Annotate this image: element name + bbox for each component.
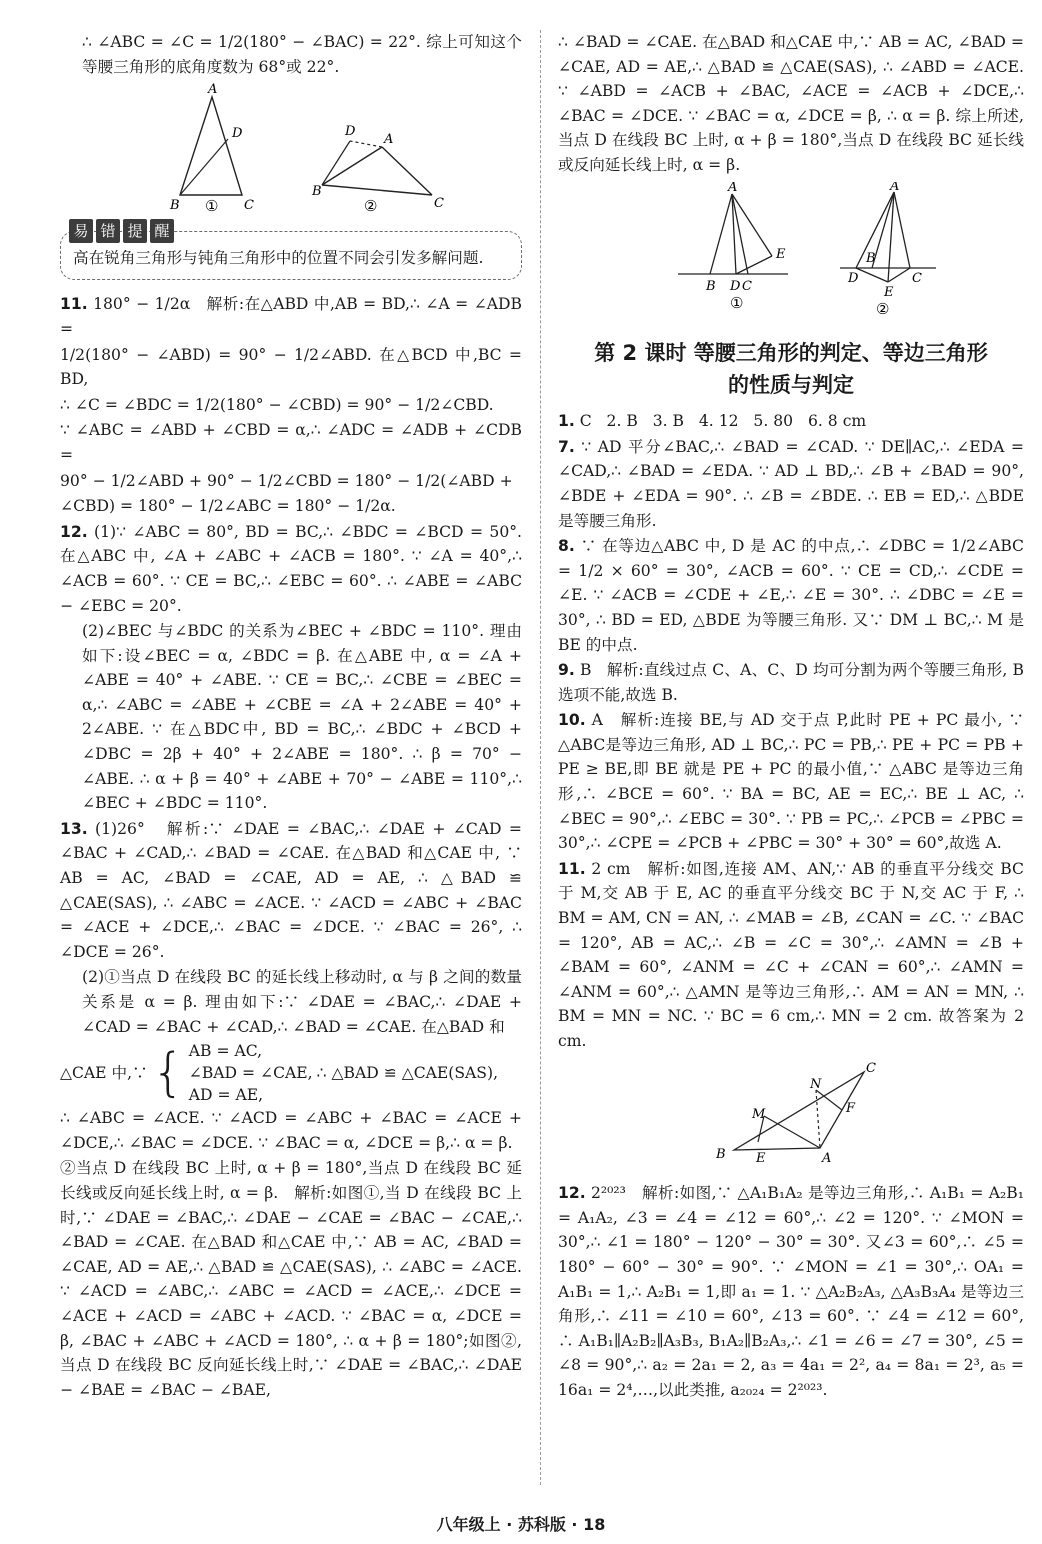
fig5-label-a: A	[822, 1150, 832, 1166]
answer-8-text: ∵ 在等边△ABC 中, D 是 AC 的中点,∴ ∠DBC = 1/2∠ABC = 1/2 × 60° = 30°, ∠ACB = 60°. ∵ CE = CD,∴ ∠CDE = ∠E. ∵ ∠ACB = ∠CDE + ∠E,∴ ∠E = 30°. ∴ ∠DBC = ∠E = 30°, ∴ BD = ED, △BDE 为等腰三角形. 又∵ DM ⊥ BC,∴ M 是 BE 的中点.	[558, 537, 1029, 654]
answer-12-right-text: 2²⁰²³ 解析:如图,∵ △A₁B₁A₂ 是等边三角形,∴ A₁B₁ = A₂B₁ = A₁A₂, ∠3 = ∠4 = ∠12 = 60°,∴ ∠2 = 120°. ∵ ∠MON = 30°,∴ ∠1 = 180° − 120° − 30° = 30°. 又∠3 = 60°,∴ ∠5 = 180° − 60° − 30° = 90°. ∵ ∠MON = ∠1 = 30°,∴ OA₁ = A₁B₁ = 1,∴ A₂B₁ = 1,即 a₁ = 1. ∵ △A₂B₂A₃, △A₃B₃A₄ 是等边三角形,∴ ∠11 = ∠10 = 60°, ∠13 = 60°. ∵ ∠4 = ∠12 = 60°, ∴ A₁B₁∥A₂B₂∥A₃B₃, B₁A₂∥B₂A₃,∴ ∠1 = ∠6 = ∠7 = 30°, ∠5 = ∠8 = 90°,∴ a₂ = 2a₁ = 2, a₃ = 4a₁ = 2², a₄ = 8a₁ = 2³, a₅ = 16a₁ = 2⁴,…,以此类推, a₂₀₂₄ = 2²⁰²³.	[558, 1184, 1029, 1399]
fig5-label-f: F	[846, 1100, 856, 1116]
brace-prefix: △CAE 中,∵	[60, 1063, 148, 1082]
answer-number: 8.	[558, 537, 575, 556]
column-divider	[540, 30, 541, 1485]
answer-11-line: ∠CBD) = 180° − 1/2∠ABC = 180° − 1/2α.	[60, 497, 396, 516]
section-title-line-1: 第 2 课时 等腰三角形的判定、等边三角形	[594, 341, 988, 366]
section-title-line-2: 的性质与判定	[728, 373, 854, 398]
answer-12	[60, 520, 527, 816]
fig1-caption: ①	[205, 197, 219, 214]
answer-11-right	[558, 857, 1029, 1054]
answer-11-line: ∵ ∠ABC = ∠ABD + ∠CBD = α,∴ ∠ADC = ∠ADB + ∠CDB =	[60, 421, 527, 464]
answer-11	[60, 292, 527, 518]
answer-11-line: 1/2(180° − ∠ABD) = 90° − 1/2∠ABD. 在△BCD 中,BC = BD,	[60, 345, 527, 389]
fig2-label-b: B	[312, 184, 322, 200]
fig5-label-n: N	[810, 1076, 822, 1092]
figure-perpendicular-bisectors	[558, 1058, 1024, 1176]
fig1-label-d: D	[232, 126, 243, 142]
answer-9-text: B 解析:直线过点 C、A、C、D 均可分割为两个等腰三角形, B 选项不能,故选 B.	[558, 661, 1029, 704]
figure-point-d-cases	[558, 182, 1024, 330]
error-tip-tag	[69, 219, 174, 243]
figure-1-svg	[60, 83, 460, 213]
fig5-label-m: M	[752, 1106, 766, 1122]
answer-13-continued: ∴ ∠BAD = ∠CAE. 在△BAD 和△CAE 中,∵ AB = AC, ∠BAD = ∠CAE, AD = AE,∴ △BAD ≌ △CAE(SAS), ∴ ∠ABD = ∠ACE. ∵ ∠ABD = ∠ACB + ∠BAC, ∠ACE = ∠ACB + ∠DCE,∴ ∠BAC = ∠DCE. ∵ ∠BAC = α, ∠DCE = β, ∴ α = β. 综上所述,当点 D 在线段 BC 上时, α + β = 180°,当点 D 在线段 BC 延长线或反向延长线上时, α = β.	[558, 33, 1029, 174]
left-paragraph-1: ∴ ∠ABC = ∠C = 1/2(180° − ∠BAC) = 22°. 综上可知这个等腰三角形的底角度数为 68°或 22°.	[82, 33, 522, 76]
answers-1-to-6-text: C 2. B 3. B 4. 12 5. 80 6. 8 cm	[579, 412, 867, 431]
error-tip-text: 高在锐角三角形与钝角三角形中的位置不同会引发多解问题.	[73, 248, 484, 267]
answer-number: 12.	[60, 522, 88, 541]
answer-7-text: ∵ AD 平分∠BAC,∴ ∠BAD = ∠CAD. ∵ DE∥AC,∴ ∠EDA = ∠CAD,∴ ∠BAD = ∠EDA. ∵ AD ⊥ BD,∴ ∠B + ∠BAD = 90°, ∠BDE + ∠EDA = 90°. ∴ ∠B = ∠BDE. ∴ EB = ED,∴ △BDE 是等腰三角形.	[558, 437, 1029, 530]
answer-8	[558, 534, 1029, 657]
fig1-label-a: A	[208, 83, 218, 98]
section-title	[558, 337, 1024, 401]
fig4-label-e: E	[884, 284, 894, 300]
brace-line: AD = AE,	[188, 1086, 264, 1105]
fig3-label-c: C	[742, 278, 752, 294]
fig2-caption: ②	[364, 197, 378, 214]
fig4-label-a: A	[890, 181, 900, 194]
answer-number: 7.	[558, 437, 575, 456]
answer-13-part-2a: (2)①当点 D 在线段 BC 的延长线上移动时, α 与 β 之间的数量关系是 α = β. 理由如下:∵ ∠DAE = ∠BAC,∴ ∠DAE + ∠CAD = ∠BAC + ∠CAD,∴ ∠BAD = ∠CAE. 在△BAD 和	[82, 968, 527, 1036]
answer-12-right	[558, 1181, 1029, 1402]
error-tip-box	[60, 221, 522, 281]
answer-13-part-1: (1)26° 解析:∵ ∠DAE = ∠BAC,∴ ∠DAE + ∠CAD = ∠BAC + ∠CAD,∴ ∠BAD = ∠CAE. 在△BAD 和△CAE 中, ∵ AB = AC, ∠BAD = ∠CAE, AD = AE, ∴ △BAD ≌ △CAE(SAS), ∴ ∠ABC = ∠ACE. ∵ ∠ACD = ∠ABC + ∠BAC = ∠ACE + ∠DCE,∴ ∠BAC = ∠DCE. ∵ ∠BAC = 26°, ∴ ∠DCE = 26°.	[60, 819, 527, 961]
tip-char: 易	[69, 219, 93, 243]
answer-number: 10.	[558, 711, 586, 730]
right-column	[558, 30, 1029, 1404]
answer-13	[60, 817, 527, 1402]
fig2-label-d: D	[345, 124, 356, 140]
tip-char: 错	[96, 219, 120, 243]
fig3-label-b: B	[706, 278, 716, 294]
fig2-label-a: A	[384, 132, 394, 148]
fig4-label-b: B	[866, 250, 876, 266]
fig5-label-e: E	[756, 1150, 766, 1166]
fig4-label-c: C	[912, 270, 922, 286]
brace-symbol: {	[151, 1043, 185, 1104]
fig3-label-a: A	[728, 181, 738, 195]
figure-3-svg	[558, 1058, 998, 1168]
fig2-label-c: C	[434, 196, 444, 212]
page-footer: 八年级上 · 苏科版 · 18	[436, 1515, 606, 1534]
congruence-brace-block	[60, 1040, 522, 1106]
brace-suffix: ∴ △BAD ≌ △CAE(SAS),	[316, 1063, 499, 1082]
answer-11-right-text: 2 cm 解析:如图,连接 AM、AN,∵ AB 的垂直平分线交 BC 于 M,交 AB 于 E, AC 的垂直平分线交 BC 于 N,交 AC 于 F, ∴ BM = AM, CN = AN, ∴ ∠MAB = ∠B, ∠CAN = ∠C. ∵ ∠BAC = 120°, AB = AC,∴ ∠B = ∠C = 30°,∴ ∠AMN = ∠B + ∠BAM = 60°, ∠ANM = ∠C + ∠CAN = 60°,∴ ∠AMN = ∠ANM = 60°,∴ △AMN 是等边三角形,∴ AM = AN = MN, ∴ BM = MN = NC. ∵ BC = 6 cm,∴ MN = 2 cm. 故答案为 2 cm.	[558, 859, 1029, 1050]
brace-line: AB = AC,	[188, 1042, 263, 1061]
fig3-label-e: E	[776, 246, 786, 262]
answer-10-text: A 解析:连接 BE,与 AD 交于点 P,此时 PE + PC 最小, ∵ △ABC是等边三角形, AD ⊥ BC,∴ PC = PB,∴ PE + PC = PB + PE ≥ BE,即 BE 就是 PE + PC 的最小值,∵ △ABC 是等边三角形,∴ ∠BCE = 60°. ∵ BA = BC, AE = EC,∴ BE ⊥ AC, ∴ ∠BEC = 90°,∴ ∠EBC = 30°. ∵ PB = PC,∴ ∠PCB = ∠PBC = 30°,∴ ∠CPE = ∠PCB + ∠PBC = 30° + 30° = 60°,故选 A.	[558, 711, 1029, 853]
answer-11-line: 90° − 1/2∠ABD + 90° − 1/2∠CBD = 180° − 1/2(∠ABD +	[60, 471, 513, 490]
answer-11-line: 180° − 1/2α 解析:在△ABD 中,AB = BD,∴ ∠A = ∠ADB =	[60, 295, 527, 338]
answer-number: 12.	[558, 1184, 586, 1203]
answer-12-part-2: (2)∠BEC 与∠BDC 的关系为∠BEC + ∠BDC = 110°. 理由如下:设∠BEC = α, ∠BDC = β. 在△ABE 中, α = ∠A + ∠ABE = 40° + ∠ABE. ∵ CE = BC,∴ ∠CBE = ∠BEC = α,∴ ∠ABC = ∠ABE + ∠CBE = ∠A + 2∠ABE = 40° + 2∠ABE. ∵ 在△BDC中, BD = BC,∴ ∠BDC + ∠BCD + ∠DBC = 2β + 40° + 2∠ABE = 180°. ∴ β = 70° − ∠ABE. ∴ α + β = 40° + ∠ABE + 70° − ∠ABE = 110°,∴ ∠BEC + ∠BDC = 110°.	[82, 622, 527, 813]
fig3-caption: ①	[730, 293, 744, 312]
fig1-label-c: C	[244, 198, 254, 214]
fig4-label-d: D	[848, 270, 859, 286]
figure-2-svg	[558, 182, 998, 322]
figure-isosceles-heights	[60, 83, 522, 221]
answer-13-part-2b: ∴ ∠ABC = ∠ACE. ∵ ∠ACD = ∠ABC + ∠BAC = ∠ACE + ∠DCE,∴ ∠BAC = ∠DCE. ∵ ∠BAC = α, ∠DCE = β,∴ α = β.	[60, 1109, 527, 1152]
tip-char: 提	[123, 219, 147, 243]
brace-line: ∠BAD = ∠CAE,	[188, 1064, 313, 1083]
answer-number: 11.	[60, 295, 88, 314]
answer-13-part-2c: ②当点 D 在线段 BC 上时, α + β = 180°,当点 D 在线段 BC 延长线或反向延长线上时, α = β. 解析:如图①,当 D 在线段 BC 上时,∵ ∠DAE = ∠BAC,∴ ∠DAE − ∠CAE = ∠BAC − ∠CAE,∴ ∠BAD = ∠CAE. 在△BAD 和△CAE 中,∵ AB = AC, ∠BAD = ∠CAE, AD = AE,∴ △BAD ≌ △CAE(SAS), ∴ ∠ABC = ∠ACE. ∵ ∠ACD = ∠ABC,∴ ∠ABC = ∠ACD = ∠ACE,∴ ∠DCE = ∠ACE + ∠ACD = ∠ABC + ∠ACD. ∵ ∠BAC = α, ∠DCE = β, ∠BAC + ∠ABC + ∠ACD = 180°, ∴ α + β = 180°;如图②,当点 D 在线段 BC 反向延长线上时,∵ ∠DAE = ∠BAC,∴ ∠DAE − ∠BAE = ∠BAC − ∠BAE,	[60, 1159, 527, 1399]
left-column	[60, 30, 527, 1403]
answers-1-to-6	[558, 409, 1024, 434]
answer-number: 9.	[558, 661, 575, 680]
answer-9	[558, 658, 1029, 707]
brace-conditions	[189, 1040, 313, 1106]
tip-char: 醒	[150, 219, 174, 243]
fig1-label-b: B	[170, 198, 180, 214]
fig3-label-d: D	[730, 278, 741, 294]
answer-10	[558, 708, 1029, 856]
answer-12-part-1: (1)∵ ∠ABC = 80°, BD = BC,∴ ∠BDC = ∠BCD = 50°. 在△ABC 中, ∠A + ∠ABC + ∠ACB = 180°. ∵ ∠A = 40°,∴ ∠ACB = 60°. ∵ CE = BC,∴ ∠EBC = 60°. ∴ ∠ABE = ∠ABC − ∠EBC = 20°.	[60, 522, 527, 615]
fig4-caption: ②	[876, 299, 890, 318]
answer-number: 1.	[558, 412, 575, 431]
fig5-label-b: B	[716, 1146, 726, 1162]
answer-7	[558, 435, 1029, 533]
answer-11-line: ∴ ∠C = ∠BDC = 1/2(180° − ∠CBD) = 90° − 1/2∠CBD.	[60, 395, 494, 414]
answer-number: 11.	[558, 859, 586, 878]
answer-number: 13.	[60, 819, 88, 838]
fig5-label-c: C	[866, 1060, 876, 1076]
